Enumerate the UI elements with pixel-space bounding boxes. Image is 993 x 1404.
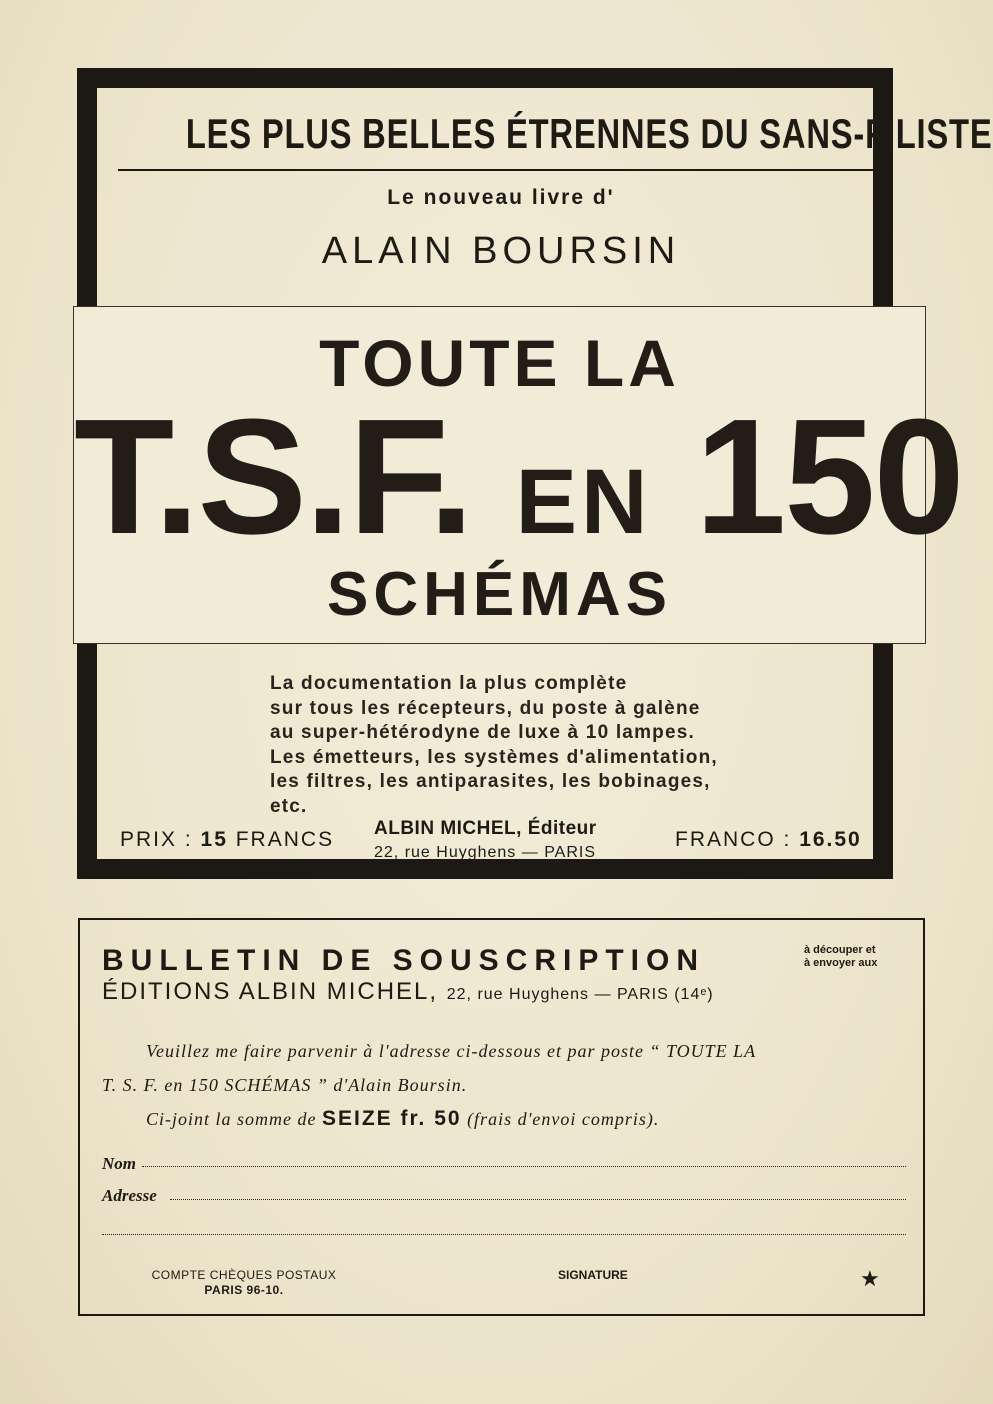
description-line: les filtres, les antiparasites, les bobinages, etc. (270, 771, 711, 817)
title-line-3: SCHÉMAS (326, 560, 673, 629)
description-line: La documentation la plus complète (270, 673, 628, 694)
editions-line (102, 978, 714, 1006)
author-name: ALAIN BOURSIN (321, 230, 681, 272)
title-line-1: TOUTE LA (319, 326, 680, 400)
title-number: 150 (695, 385, 963, 568)
field-adresse-line[interactable] (170, 1199, 906, 1200)
order-line: T. S. F. en 150 SCHÉMAS ” d'Alain Boursin. (102, 1075, 468, 1095)
price-unit: FRANCS (235, 828, 335, 851)
subline: Le nouveau livre d' (387, 186, 615, 209)
headline: LES PLUS BELLES ÉTRENNES DU SANS-FILISTE (185, 110, 993, 157)
description-line: sur tous les récepteurs, du poste à galène (270, 697, 701, 719)
book-description (270, 672, 740, 819)
subscription-form (78, 918, 925, 1316)
franco-price (675, 828, 862, 852)
franco-label: FRANCO : (675, 828, 792, 851)
title-tsf: T.S.F. (74, 385, 473, 568)
amount-note: (frais d'envoi compris). (467, 1109, 660, 1129)
publisher-name: ALBIN MICHEL, Éditeur (374, 818, 597, 839)
order-line: Veuillez me faire parvenir à l'adresse ci-dessous et par poste “ TOUTE LA (146, 1041, 757, 1061)
editions-name: ÉDITIONS ALBIN MICHEL, (102, 978, 439, 1005)
headline-rule (118, 169, 882, 171)
field-adresse-line-2[interactable] (102, 1234, 906, 1235)
editions-address: 22, rue Huyghens — PARIS (14ᵉ) (446, 986, 714, 1003)
price-value: 15 (200, 828, 228, 851)
field-nom-line[interactable] (142, 1166, 906, 1167)
book-title-box (73, 306, 963, 644)
amount: SEIZE fr. 50 (322, 1107, 462, 1130)
publisher (374, 818, 634, 862)
field-nom-label: Nom (102, 1154, 136, 1173)
price-label: PRIX : (120, 828, 193, 851)
bulletin-title: BULLETIN DE SOUSCRIPTION (102, 944, 706, 977)
publisher-address: 22, rue Huyghens — PARIS (374, 844, 597, 861)
bulletin-note (804, 944, 877, 970)
description-line: Les émetteurs, les systèmes d'alimentation, (270, 746, 718, 768)
amount-intro: Ci-joint la somme de (146, 1109, 317, 1129)
franco-value: 16.50 (799, 828, 862, 851)
star-icon: ★ (860, 1266, 880, 1291)
note-line: à découper et (804, 944, 876, 956)
field-adresse-label: Adresse (102, 1186, 157, 1205)
signature-label: SIGNATURE (558, 1268, 628, 1282)
note-line: à envoyer aux (804, 957, 878, 969)
postal-account-number: PARIS 96-10. (204, 1283, 284, 1297)
order-text (102, 1034, 910, 1136)
postal-account-label: COMPTE CHÈQUES POSTAUX (151, 1268, 337, 1282)
order-line (102, 1102, 910, 1136)
postal-account (144, 1268, 344, 1298)
price (120, 828, 334, 852)
title-en: EN (515, 451, 652, 553)
description-line: au super-hétérodyne de luxe à 10 lampes. (270, 722, 695, 743)
